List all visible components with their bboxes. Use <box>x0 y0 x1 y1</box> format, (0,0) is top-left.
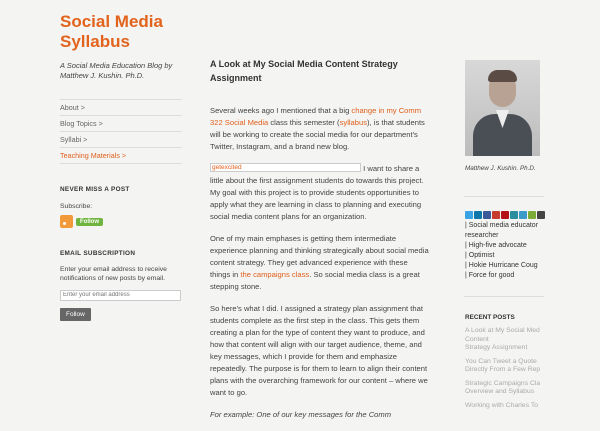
recent-post-link[interactable]: Content <box>465 335 489 343</box>
bio-line: researcher <box>465 232 499 239</box>
recent-post-link[interactable]: A Look at My Social Med <box>465 327 540 334</box>
post-paragraph-1 <box>210 105 430 153</box>
author-bio <box>465 221 545 281</box>
follow-button[interactable]: Follow <box>60 308 91 321</box>
twitter-icon[interactable] <box>465 211 473 219</box>
facebook-icon[interactable] <box>483 211 491 219</box>
link-campaigns-class[interactable]: the campaigns class <box>240 270 310 279</box>
delicious-icon[interactable] <box>537 211 545 219</box>
nav-item-about[interactable]: About > <box>60 100 182 116</box>
main-nav <box>60 99 182 164</box>
link-change-comm-322[interactable]: change in my Comm 322 Social Media <box>210 106 422 127</box>
email-description: Enter your email address to receive notifications of new posts by email. <box>60 266 167 282</box>
youtube-icon[interactable] <box>501 211 509 219</box>
recent-posts-list <box>465 327 540 415</box>
never-miss-title: NEVER MISS A POST <box>60 186 130 193</box>
vimeo-icon[interactable] <box>519 211 527 219</box>
post-paragraph-4: So here's what I did. I assigned a strategy plan assignment that students complete as the first step in the class. This gets them creating a plan for the type of content they want to produce, and how that content will align with our target audience, theme, and key messages, which I provide for them and emphasize repeatedly. The purpose is for them to learn to align their content plans with the overarching framework for our content – where we want to go. <box>210 304 428 397</box>
recent-post-link[interactable]: You Can Tweet a Quote <box>465 357 537 365</box>
text-segment: . So social media class is a great stepping stone. <box>210 270 420 291</box>
scoopit-icon[interactable] <box>528 211 536 219</box>
author-caption: Matthew J. Kushin. Ph.D. <box>465 165 536 172</box>
nav-item-teaching-materials[interactable]: Teaching Materials > <box>60 148 182 164</box>
recent-post-link[interactable]: Strategic Campaigns Cla <box>465 379 540 387</box>
text-segment: One of my main emphases is getting them intermediate experience planning and thinking strategically about social media content strategy. They get advanced experience with these things in <box>210 234 429 279</box>
bio-line: | Force for good <box>465 272 515 279</box>
bio-line: | Optimist <box>465 252 495 259</box>
recent-post-link[interactable]: Strategy Assignment <box>465 344 528 351</box>
slideshare-icon[interactable] <box>510 211 518 219</box>
rss-icon[interactable] <box>60 215 73 228</box>
text-segment: Several weeks ago I mentioned that a big <box>210 106 352 115</box>
post-content <box>210 57 430 431</box>
post-paragraph-5: For example: One of our key messages for the Comm <box>210 410 392 419</box>
email-input[interactable] <box>60 290 181 301</box>
post-paragraph-3 <box>210 233 430 293</box>
bio-line: | High-five advocate <box>465 242 527 249</box>
post-title[interactable]: A Look at My Social Media Content Strategy Assignment <box>210 59 398 83</box>
nav-item-syllabi[interactable]: Syllabi > <box>60 132 182 148</box>
recent-post-link[interactable]: Overview and Syllabus <box>465 388 535 395</box>
bio-line: | Hokie Hurricane Coug <box>465 262 538 269</box>
subscribe-row <box>60 215 182 228</box>
recent-post-link[interactable]: Directly From a Few Rep <box>465 366 540 373</box>
social-icons <box>465 211 545 219</box>
getexcited-image: getexcited <box>210 163 361 172</box>
recent-posts-title: RECENT POSTS <box>465 314 515 321</box>
follow-badge[interactable]: Follow <box>76 218 103 226</box>
site-tagline: A Social Media Education Blog by Matthew J. Kushin. Ph.D. <box>60 61 173 80</box>
google-icon[interactable] <box>492 211 500 219</box>
nav-item-blog-topics[interactable]: Blog Topics > <box>60 116 182 132</box>
post-paragraph-2 <box>210 163 430 223</box>
author-photo <box>465 60 540 156</box>
text-segment: class this semester ( <box>268 118 340 127</box>
email-subscription-title: EMAIL SUBSCRIPTION <box>60 250 136 257</box>
subscribe-label: Subscribe: <box>60 203 93 210</box>
bio-line: | Social media educator <box>465 222 539 229</box>
text-segment: I want to share a little about the first assignment students do towards this project. My goal with this project is to provide students opportunities to apply what they are learning in class to planning and executing social media content plans for an organization. <box>210 164 424 221</box>
linkedin-icon[interactable] <box>474 211 482 219</box>
left-sidebar <box>60 12 182 321</box>
link-syllabus[interactable]: syllabus <box>339 118 368 127</box>
text-segment: ), is that students will be working to create the social media for our department's Twitter, Instagram, and a brand new blog. <box>210 118 425 151</box>
site-title[interactable]: Social Media Syllabus <box>60 12 163 51</box>
recent-post-link[interactable]: Working with Charles To <box>465 401 539 409</box>
right-sidebar <box>465 60 545 415</box>
